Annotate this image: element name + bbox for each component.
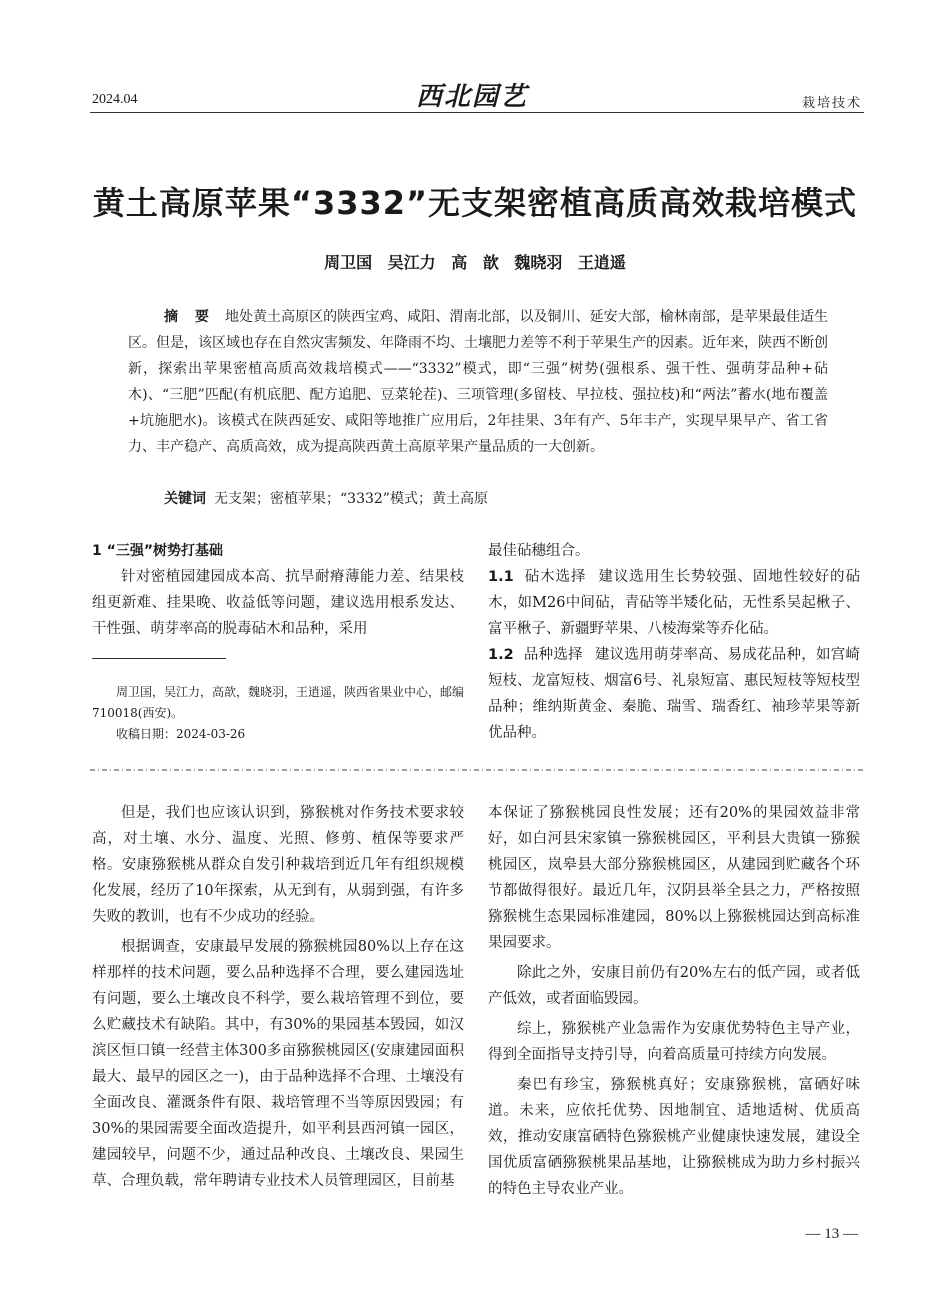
lower-left-paragraph-1: 但是，我们也应该认识到，猕猴桃对作务技术要求较高，对土壤、水分、温度、光照、修剪、植保等要求严格。安康猕猴桃从群众自发引种栽培到近几年有组织规模化发展，经历了10年探索，从无到有，从弱到强，有许多失败的教训，也有不少成功的经验。 — [92, 805, 464, 925]
lower-left-column — [92, 800, 464, 1194]
upper-left-column — [92, 538, 464, 642]
article-separator — [90, 767, 864, 773]
abstract-label: 摘 要 — [164, 309, 215, 325]
keywords-text: 无支架；密植苹果；“3332”模式；黄土高原 — [214, 491, 488, 507]
upper-right-column — [488, 538, 860, 746]
subsection-1-1-number: 1.1 — [488, 569, 514, 585]
lower-right-paragraph-2: 综上，猕猴桃产业急需作为安康优势特色主导产业，得到全面指导支持引导，向着高质量可持续方向发展。 — [488, 1021, 860, 1063]
abstract — [128, 304, 828, 460]
lower-right-paragraph-3: 秦巴有珍宝，猕猴桃真好；安康猕猴桃，富硒好味道。未来，应依托优势、因地制宜、适地适树、优质高效，推动安康富硒特色猕猴桃产业健康快速发展，建设全国优质富硒猕猴桃果品基地，让猕猴桃成为助力乡村振兴的特色主导农业产业。 — [488, 1077, 860, 1197]
lower-right-column — [488, 800, 860, 1202]
lower-right-paragraph-1: 除此之外，安康目前仍有20%左右的低产园，或者低产低效，或者面临毁园。 — [488, 965, 860, 1007]
subsection-1-1-text: 建议选用生长势较强、固地性较好的砧木，如M26中间砧，青砧等半矮化砧，无性系吴起楸子、富平楸子、新疆野苹果、八棱海棠等乔化砧。 — [488, 569, 860, 637]
subsection-1-2-title: 品种选择 — [523, 647, 583, 663]
subsection-1-2 — [488, 642, 860, 746]
footnote-rule — [92, 658, 226, 659]
abstract-text: 地处黄土高原区的陕西宝鸡、咸阳、渭南北部，以及铜川、延安大部，榆林南部，是苹果最佳适生区。但是，该区域也存在自然灾害频发、年降雨不均、土壤肥力差等不利于苹果生产的因素。近年来，陕西不断创新，探索出苹果密植高质高效栽培模式——“3332”模式，即“三强”树势(强根系、强干性、强萌芽品种+砧木)、“三肥”匹配(有机底肥、配方追肥、豆菜轮茬)、三项管理(多留枝、早拉枝、强拉枝)和“两法”蓄水(地布覆盖+坑施肥水)。该模式在陕西延安、咸阳等地推广应用后，2年挂果、3年有产、5年丰产，实现早果早产、省工省力、丰产稳产、高质高效，成为提高陕西黄土高原苹果产量品质的一大创新。 — [128, 309, 829, 455]
section-1-continued: 最佳砧穗组合。 — [488, 543, 590, 559]
section-label: 栽培技术 — [801, 96, 862, 111]
subsection-1-2-text: 建议选用萌芽率高、易成花品种，如宫崎短枝、龙富短枝、烟富6号、礼泉短富、惠民短枝等短枝型品种；维纳斯黄金、秦脆、瑞雪、瑞香红、袖珍苹果等新优品种。 — [488, 647, 861, 741]
article-authors: 周卫国 吴江力 高 歆 魏晓羽 王逍遥 — [324, 253, 626, 272]
subsection-1-2-number: 1.2 — [488, 647, 514, 663]
article-title: 黄土高原苹果“3332”无支架密植高质高效栽培模式 — [92, 184, 858, 222]
lower-left-paragraph-2: 根据调查，安康最早发展的猕猴桃园80%以上存在这样那样的技术问题，要么品种选择不合理，要么建园选址有问题，要么土壤改良不科学，要么栽培管理不到位，要么贮藏技术有缺陷。其中，有30%的果园基本毁园，如汉滨区恒口镇一经营主体300多亩猕猴桃园区(安康建园面积最大、最早的园区之一)，由于品种选择不合理、土壤没有全面改良、灌溉条件有限、栽培管理不当等原因毁园；有30%的果园需要全面改造提升，如平利县西河镇一园区，建园较早，问题不少，通过品种改良、土壤改良、果园生草、合理负载，常年聘请专业技术人员管理园区，目前基 — [92, 939, 464, 1189]
keywords-label: 关键词 — [164, 491, 206, 507]
issue-date: 2024.04 — [92, 92, 138, 107]
keywords — [164, 488, 828, 508]
header-rule — [90, 112, 864, 113]
section-1-paragraph: 针对密植园建园成本高、抗旱耐瘠薄能力差、结果枝组更新难、挂果晚、收益低等问题，建议选用根系发达、干性强、萌芽率高的脱毒砧木和品种，采用 — [92, 569, 464, 637]
lower-right-paragraph-0: 本保证了猕猴桃园良性发展；还有20%的果园效益非常好，如白河县宋家镇一猕猴桃园区，平利县大贵镇一猕猴桃园区，岚皋县大部分猕猴桃园区，从建园到贮藏各个环节都做得很好。最近几年，汉阴县举全县之力，严格按照猕猴桃生态果园标准建园，80%以上猕猴桃园达到高标准果园要求。 — [488, 805, 860, 951]
footnote — [92, 682, 464, 745]
footnote-authors: 周卫国，吴江力，高歆，魏晓羽，王逍遥，陕西省果业中心，邮编710018(西安)。 — [92, 685, 465, 720]
footnote-received: 收稿日期：2024-03-26 — [116, 727, 246, 741]
subsection-1-1 — [488, 564, 860, 642]
section-1-heading: 1 “三强”树势打基础 — [92, 543, 224, 559]
page-number: — 13 — — [805, 1226, 858, 1242]
subsection-1-1-title: 砧木选择 — [523, 569, 587, 585]
journal-logo: 西北园艺 — [416, 82, 529, 112]
